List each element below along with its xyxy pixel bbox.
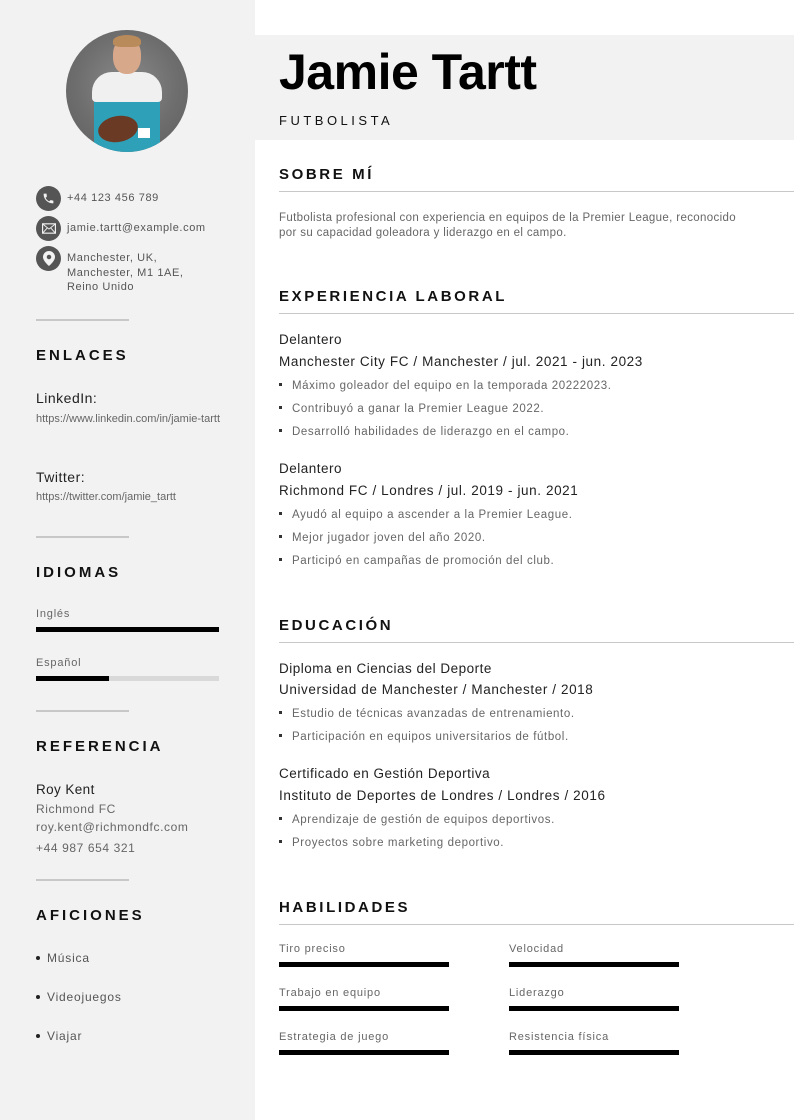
section-rule — [279, 191, 794, 192]
links-heading: ENLACES — [36, 347, 129, 364]
about-heading: SOBRE MÍ — [279, 166, 374, 183]
envelope-icon — [36, 216, 61, 241]
reference-phone: +44 987 654 321 — [36, 841, 136, 855]
job-bullet: Desarrolló habilidades de liderazgo en el campo. — [279, 426, 569, 438]
edu-subtitle: Universidad de Manchester / Manchester / 2018 — [279, 682, 594, 697]
location-pin-icon — [36, 246, 61, 271]
edu-bullet: Participación en equipos universitarios de fútbol. — [279, 731, 569, 743]
edu-subtitle: Instituto de Deportes de Londres / Londres / 2016 — [279, 788, 606, 803]
section-rule — [279, 642, 794, 643]
language-spanish-bar — [36, 676, 219, 681]
reference-email[interactable]: roy.kent@richmondfc.com — [36, 820, 189, 834]
job-subtitle: Richmond FC / Londres / jul. 2019 - jun. 2021 — [279, 483, 579, 498]
skill-label: Liderazgo — [509, 987, 565, 999]
divider — [36, 536, 129, 538]
hobby-item: Videojuegos — [36, 990, 122, 1004]
candidate-role: FUTBOLISTA — [279, 113, 394, 128]
language-spanish-label: Español — [36, 657, 82, 669]
job-title: Delantero — [279, 461, 343, 476]
education-heading: EDUCACIÓN — [279, 617, 394, 634]
divider — [36, 319, 129, 321]
language-english-bar — [36, 627, 219, 632]
hobbies-heading: AFICIONES — [36, 907, 145, 924]
divider — [36, 879, 129, 881]
skill-bar — [279, 1050, 449, 1055]
skill-label: Trabajo en equipo — [279, 987, 381, 999]
section-rule — [279, 924, 794, 925]
hobby-item: Viajar — [36, 1029, 82, 1043]
section-rule — [279, 313, 794, 314]
reference-name: Roy Kent — [36, 782, 95, 797]
twitter-link[interactable]: https://twitter.com/jamie_tartt — [36, 491, 176, 503]
profile-photo — [66, 30, 188, 152]
job-bullet: Participó en campañas de promoción del club. — [279, 555, 554, 567]
skills-heading: HABILIDADES — [279, 899, 411, 916]
skill-bar — [509, 962, 679, 967]
phone-icon — [36, 186, 61, 211]
reference-heading: REFERENCIA — [36, 738, 164, 755]
skill-label: Tiro preciso — [279, 943, 346, 955]
linkedin-label: LinkedIn: — [36, 390, 98, 406]
job-bullet: Contribuyó a ganar la Premier League 2022. — [279, 403, 544, 415]
edu-title: Diploma en Ciencias del Deporte — [279, 661, 492, 676]
twitter-label: Twitter: — [36, 469, 86, 485]
skill-label: Velocidad — [509, 943, 564, 955]
edu-bullet: Estudio de técnicas avanzadas de entrenamiento. — [279, 708, 575, 720]
job-bullet: Máximo goleador del equipo en la temporada 20222023. — [279, 380, 612, 392]
edu-bullet: Proyectos sobre marketing deportivo. — [279, 837, 504, 849]
experience-heading: EXPERIENCIA LABORAL — [279, 288, 508, 305]
address-text: Manchester, UK, Manchester, M1 1AE, Reino Unido — [67, 252, 184, 293]
hobby-item: Música — [36, 951, 90, 965]
phone-text: +44 123 456 789 — [67, 192, 159, 204]
reference-company: Richmond FC — [36, 802, 116, 816]
skill-bar — [279, 962, 449, 967]
skill-bar — [279, 1006, 449, 1011]
sidebar — [0, 0, 255, 1120]
main-content — [255, 0, 794, 1120]
skill-label: Resistencia física — [509, 1031, 609, 1043]
skill-bar — [509, 1050, 679, 1055]
skill-bar — [509, 1006, 679, 1011]
edu-title: Certificado en Gestión Deportiva — [279, 766, 491, 781]
edu-bullet: Aprendizaje de gestión de equipos deportivos. — [279, 814, 555, 826]
skill-label: Estrategia de juego — [279, 1031, 389, 1043]
email-text[interactable]: jamie.tartt@example.com — [67, 222, 206, 234]
job-subtitle: Manchester City FC / Manchester / jul. 2021 - jun. 2023 — [279, 354, 643, 369]
about-text: Futbolista profesional con experiencia en equipos de la Premier League, reconocido por su capacidad goleadora y liderazgo en el campo. — [279, 212, 737, 239]
job-bullet: Ayudó al equipo a ascender a la Premier League. — [279, 509, 573, 521]
language-english-label: Inglés — [36, 608, 71, 620]
candidate-name: Jamie Tartt — [279, 44, 537, 100]
languages-heading: IDIOMAS — [36, 564, 122, 581]
linkedin-link[interactable]: https://www.linkedin.com/in/jamie-tartt — [36, 413, 221, 425]
job-title: Delantero — [279, 332, 343, 347]
job-bullet: Mejor jugador joven del año 2020. — [279, 532, 486, 544]
divider — [36, 710, 129, 712]
